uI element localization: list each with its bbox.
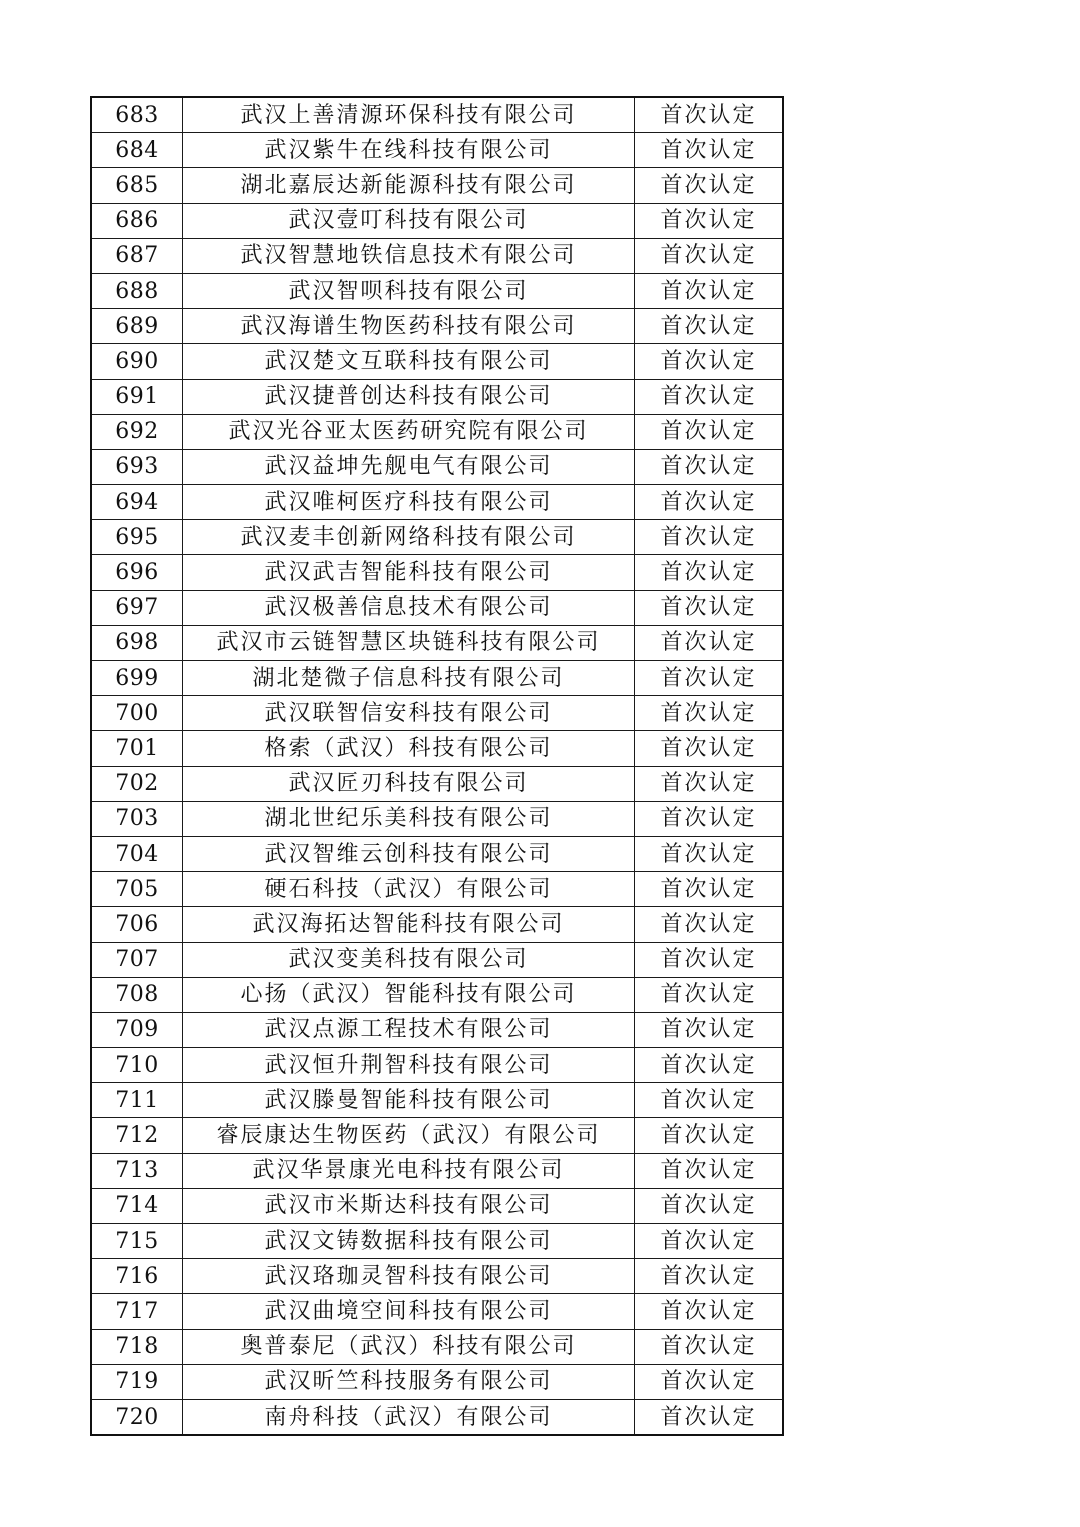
company-name-cell: 武汉海谱生物医药科技有限公司	[183, 309, 635, 344]
row-number-cell: 717	[91, 1294, 183, 1329]
table-row	[91, 977, 783, 1012]
table-row	[91, 872, 783, 907]
row-number-cell: 709	[91, 1012, 183, 1047]
company-name-cell: 武汉楚文互联科技有限公司	[183, 344, 635, 379]
table-row	[91, 1083, 783, 1118]
company-name-cell: 武汉麦丰创新网络科技有限公司	[183, 520, 635, 555]
table-row	[91, 1224, 783, 1259]
row-number-cell: 712	[91, 1118, 183, 1153]
table-row	[91, 133, 783, 168]
company-name-cell: 武汉光谷亚太医药研究院有限公司	[183, 414, 635, 449]
table-row	[91, 97, 783, 133]
status-cell: 首次认定	[635, 1118, 784, 1153]
company-name-cell: 武汉武吉智能科技有限公司	[183, 555, 635, 590]
status-cell: 首次认定	[635, 625, 784, 660]
status-cell: 首次认定	[635, 801, 784, 836]
table-row	[91, 273, 783, 308]
row-number-cell: 713	[91, 1153, 183, 1188]
status-cell: 首次认定	[635, 731, 784, 766]
row-number-cell: 718	[91, 1329, 183, 1364]
row-number-cell: 714	[91, 1188, 183, 1223]
company-name-cell: 武汉壹叮科技有限公司	[183, 203, 635, 238]
table-row	[91, 1364, 783, 1399]
table-row	[91, 555, 783, 590]
table-row	[91, 590, 783, 625]
row-number-cell: 687	[91, 238, 183, 273]
company-name-cell: 武汉匠刃科技有限公司	[183, 766, 635, 801]
status-cell: 首次认定	[635, 1329, 784, 1364]
status-cell: 首次认定	[635, 1259, 784, 1294]
company-name-cell: 武汉昕竺科技服务有限公司	[183, 1364, 635, 1399]
table-body	[91, 97, 783, 1435]
row-number-cell: 698	[91, 625, 183, 660]
status-cell: 首次认定	[635, 977, 784, 1012]
row-number-cell: 688	[91, 273, 183, 308]
status-cell: 首次认定	[635, 344, 784, 379]
table-row	[91, 1048, 783, 1083]
table-row	[91, 1294, 783, 1329]
table-row	[91, 379, 783, 414]
table-row	[91, 203, 783, 238]
company-name-cell: 湖北楚微子信息科技有限公司	[183, 661, 635, 696]
status-cell: 首次认定	[635, 590, 784, 625]
row-number-cell: 715	[91, 1224, 183, 1259]
status-cell: 首次认定	[635, 766, 784, 801]
row-number-cell: 705	[91, 872, 183, 907]
table-row	[91, 766, 783, 801]
row-number-cell: 697	[91, 590, 183, 625]
status-cell: 首次认定	[635, 1399, 784, 1435]
company-name-cell: 武汉点源工程技术有限公司	[183, 1012, 635, 1047]
company-list-table	[90, 96, 784, 1436]
table-row	[91, 309, 783, 344]
table-row	[91, 625, 783, 660]
company-name-cell: 武汉紫牛在线科技有限公司	[183, 133, 635, 168]
row-number-cell: 686	[91, 203, 183, 238]
status-cell: 首次认定	[635, 1083, 784, 1118]
status-cell: 首次认定	[635, 1294, 784, 1329]
table-row	[91, 485, 783, 520]
company-name-cell: 硬石科技（武汉）有限公司	[183, 872, 635, 907]
row-number-cell: 700	[91, 696, 183, 731]
status-cell: 首次认定	[635, 1364, 784, 1399]
company-name-cell: 南舟科技（武汉）有限公司	[183, 1399, 635, 1435]
company-name-cell: 心扬（武汉）智能科技有限公司	[183, 977, 635, 1012]
company-name-cell: 武汉市云链智慧区块链科技有限公司	[183, 625, 635, 660]
company-name-cell: 武汉智维云创科技有限公司	[183, 836, 635, 871]
company-name-cell: 武汉市米斯达科技有限公司	[183, 1188, 635, 1223]
status-cell: 首次认定	[635, 1153, 784, 1188]
table-row	[91, 836, 783, 871]
table-row	[91, 1188, 783, 1223]
status-cell: 首次认定	[635, 203, 784, 238]
status-cell: 首次认定	[635, 485, 784, 520]
status-cell: 首次认定	[635, 449, 784, 484]
company-name-cell: 武汉极善信息技术有限公司	[183, 590, 635, 625]
status-cell: 首次认定	[635, 1048, 784, 1083]
row-number-cell: 710	[91, 1048, 183, 1083]
row-number-cell: 702	[91, 766, 183, 801]
company-name-cell: 武汉曲境空间科技有限公司	[183, 1294, 635, 1329]
row-number-cell: 696	[91, 555, 183, 590]
row-number-cell: 699	[91, 661, 183, 696]
status-cell: 首次认定	[635, 1188, 784, 1223]
company-name-cell: 武汉滕曼智能科技有限公司	[183, 1083, 635, 1118]
status-cell: 首次认定	[635, 907, 784, 942]
row-number-cell: 691	[91, 379, 183, 414]
row-number-cell: 720	[91, 1399, 183, 1435]
table-row	[91, 238, 783, 273]
row-number-cell: 685	[91, 168, 183, 203]
row-number-cell: 684	[91, 133, 183, 168]
status-cell: 首次认定	[635, 168, 784, 203]
row-number-cell: 706	[91, 907, 183, 942]
status-cell: 首次认定	[635, 414, 784, 449]
table-row	[91, 520, 783, 555]
company-name-cell: 武汉益坤先舰电气有限公司	[183, 449, 635, 484]
company-name-cell: 武汉上善清源环保科技有限公司	[183, 97, 635, 133]
table-row	[91, 168, 783, 203]
row-number-cell: 703	[91, 801, 183, 836]
row-number-cell: 708	[91, 977, 183, 1012]
status-cell: 首次认定	[635, 942, 784, 977]
status-cell: 首次认定	[635, 555, 784, 590]
company-name-cell: 湖北世纪乐美科技有限公司	[183, 801, 635, 836]
row-number-cell: 716	[91, 1259, 183, 1294]
status-cell: 首次认定	[635, 379, 784, 414]
company-name-cell: 武汉智慧地铁信息技术有限公司	[183, 238, 635, 273]
table-row	[91, 661, 783, 696]
table-row	[91, 1329, 783, 1364]
company-name-cell: 武汉变美科技有限公司	[183, 942, 635, 977]
status-cell: 首次认定	[635, 520, 784, 555]
company-name-cell: 湖北嘉辰达新能源科技有限公司	[183, 168, 635, 203]
table-row	[91, 731, 783, 766]
company-name-cell: 武汉恒升荆智科技有限公司	[183, 1048, 635, 1083]
table-row	[91, 801, 783, 836]
company-name-cell: 武汉捷普创达科技有限公司	[183, 379, 635, 414]
company-name-cell: 武汉华景康光电科技有限公司	[183, 1153, 635, 1188]
row-number-cell: 719	[91, 1364, 183, 1399]
row-number-cell: 701	[91, 731, 183, 766]
company-name-cell: 格索（武汉）科技有限公司	[183, 731, 635, 766]
status-cell: 首次认定	[635, 238, 784, 273]
row-number-cell: 707	[91, 942, 183, 977]
row-number-cell: 690	[91, 344, 183, 379]
table-row	[91, 696, 783, 731]
row-number-cell: 694	[91, 485, 183, 520]
status-cell: 首次认定	[635, 133, 784, 168]
status-cell: 首次认定	[635, 97, 784, 133]
table-row	[91, 942, 783, 977]
company-name-cell: 奥普泰尼（武汉）科技有限公司	[183, 1329, 635, 1364]
company-name-cell: 武汉智呗科技有限公司	[183, 273, 635, 308]
table-row	[91, 1153, 783, 1188]
company-name-cell: 武汉海拓达智能科技有限公司	[183, 907, 635, 942]
row-number-cell: 693	[91, 449, 183, 484]
status-cell: 首次认定	[635, 836, 784, 871]
status-cell: 首次认定	[635, 661, 784, 696]
company-name-cell: 睿辰康达生物医药（武汉）有限公司	[183, 1118, 635, 1153]
row-number-cell: 683	[91, 97, 183, 133]
status-cell: 首次认定	[635, 309, 784, 344]
status-cell: 首次认定	[635, 1012, 784, 1047]
row-number-cell: 692	[91, 414, 183, 449]
company-name-cell: 武汉珞珈灵智科技有限公司	[183, 1259, 635, 1294]
table-row	[91, 344, 783, 379]
row-number-cell: 711	[91, 1083, 183, 1118]
table-row	[91, 1118, 783, 1153]
row-number-cell: 689	[91, 309, 183, 344]
table-row	[91, 1259, 783, 1294]
table-row	[91, 1399, 783, 1435]
status-cell: 首次认定	[635, 696, 784, 731]
status-cell: 首次认定	[635, 1224, 784, 1259]
table-row	[91, 907, 783, 942]
row-number-cell: 704	[91, 836, 183, 871]
status-cell: 首次认定	[635, 872, 784, 907]
row-number-cell: 695	[91, 520, 183, 555]
company-name-cell: 武汉唯柯医疗科技有限公司	[183, 485, 635, 520]
table-row	[91, 1012, 783, 1047]
company-name-cell: 武汉文铸数据科技有限公司	[183, 1224, 635, 1259]
table-row	[91, 414, 783, 449]
table-row	[91, 449, 783, 484]
company-name-cell: 武汉联智信安科技有限公司	[183, 696, 635, 731]
status-cell: 首次认定	[635, 273, 784, 308]
